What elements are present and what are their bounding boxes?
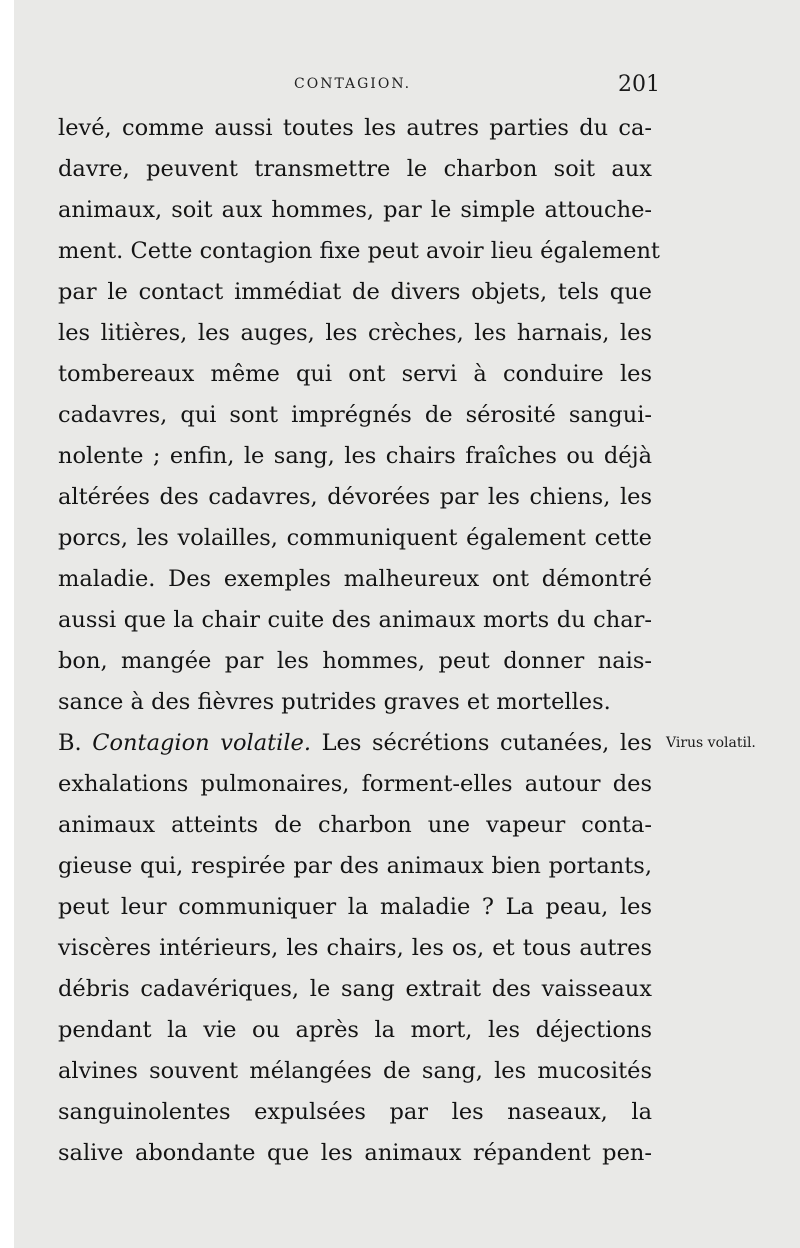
text-line: levé, comme aussi toutes les autres parties du ca- <box>58 115 652 141</box>
text-line: cadavres, qui sont imprégnés de sérosité sangui- <box>58 402 652 428</box>
body-text <box>14 0 800 1248</box>
text-line: animaux, soit aux hommes, par le simple attouche- <box>58 197 652 223</box>
section-b-prefix: B. <box>58 730 93 756</box>
text-line: alvines souvent mélangées de sang, les mucosités <box>58 1058 652 1084</box>
text-line: sance à des fièvres putrides graves et mortelles. <box>58 689 611 715</box>
text-line: porcs, les volailles, communiquent également cette <box>58 525 652 551</box>
text-line: tombereaux même qui ont servi à conduire les <box>58 361 652 387</box>
page-number: 201 <box>618 72 660 97</box>
section-b-heading: Contagion volatile. <box>92 730 312 756</box>
text-line: animaux atteints de charbon une vapeur conta- <box>58 812 652 838</box>
text-line: salive abondante que les animaux répandent pen- <box>58 1140 652 1166</box>
text-line: davre, peuvent transmettre le charbon soit aux <box>58 156 652 182</box>
text-line: pendant la vie ou après la mort, les déjections <box>58 1017 652 1043</box>
margin-note: Virus volatil. <box>666 735 756 751</box>
text-line: sanguinolentes expulsées par les naseaux, la <box>58 1099 652 1125</box>
text-line: ment. Cette contagion fixe peut avoir lieu également <box>58 238 660 264</box>
text-line: peut leur communiquer la maladie ? La peau, les <box>58 894 652 920</box>
text-line: nolente ; enfin, le sang, les chairs fraîches ou déjà <box>58 443 652 469</box>
text-line: bon, mangée par les hommes, peut donner nais- <box>58 648 652 674</box>
text-line: les litières, les auges, les crèches, les harnais, les <box>58 320 652 346</box>
text-line: aussi que la chair cuite des animaux morts du char- <box>58 607 652 633</box>
text-line: altérées des cadavres, dévorées par les chiens, les <box>58 484 652 510</box>
text-line: maladie. Des exemples malheureux ont démontré <box>58 566 652 592</box>
section-b-text: Les sécrétions cutanées, les <box>311 730 652 756</box>
running-title: CONTAGION. <box>294 76 412 92</box>
text-line: viscères intérieurs, les chairs, les os, et tous autres <box>58 935 652 961</box>
text-line: par le contact immédiat de divers objets, tels que <box>58 279 652 305</box>
text-line: débris cadavériques, le sang extrait des vaisseaux <box>58 976 652 1002</box>
section-b-first-line <box>58 723 652 763</box>
text-line: gieuse qui, respirée par des animaux bien portants, <box>58 853 652 879</box>
text-line: exhalations pulmonaires, forment-elles autour des <box>58 771 652 797</box>
book-page <box>14 0 800 1248</box>
